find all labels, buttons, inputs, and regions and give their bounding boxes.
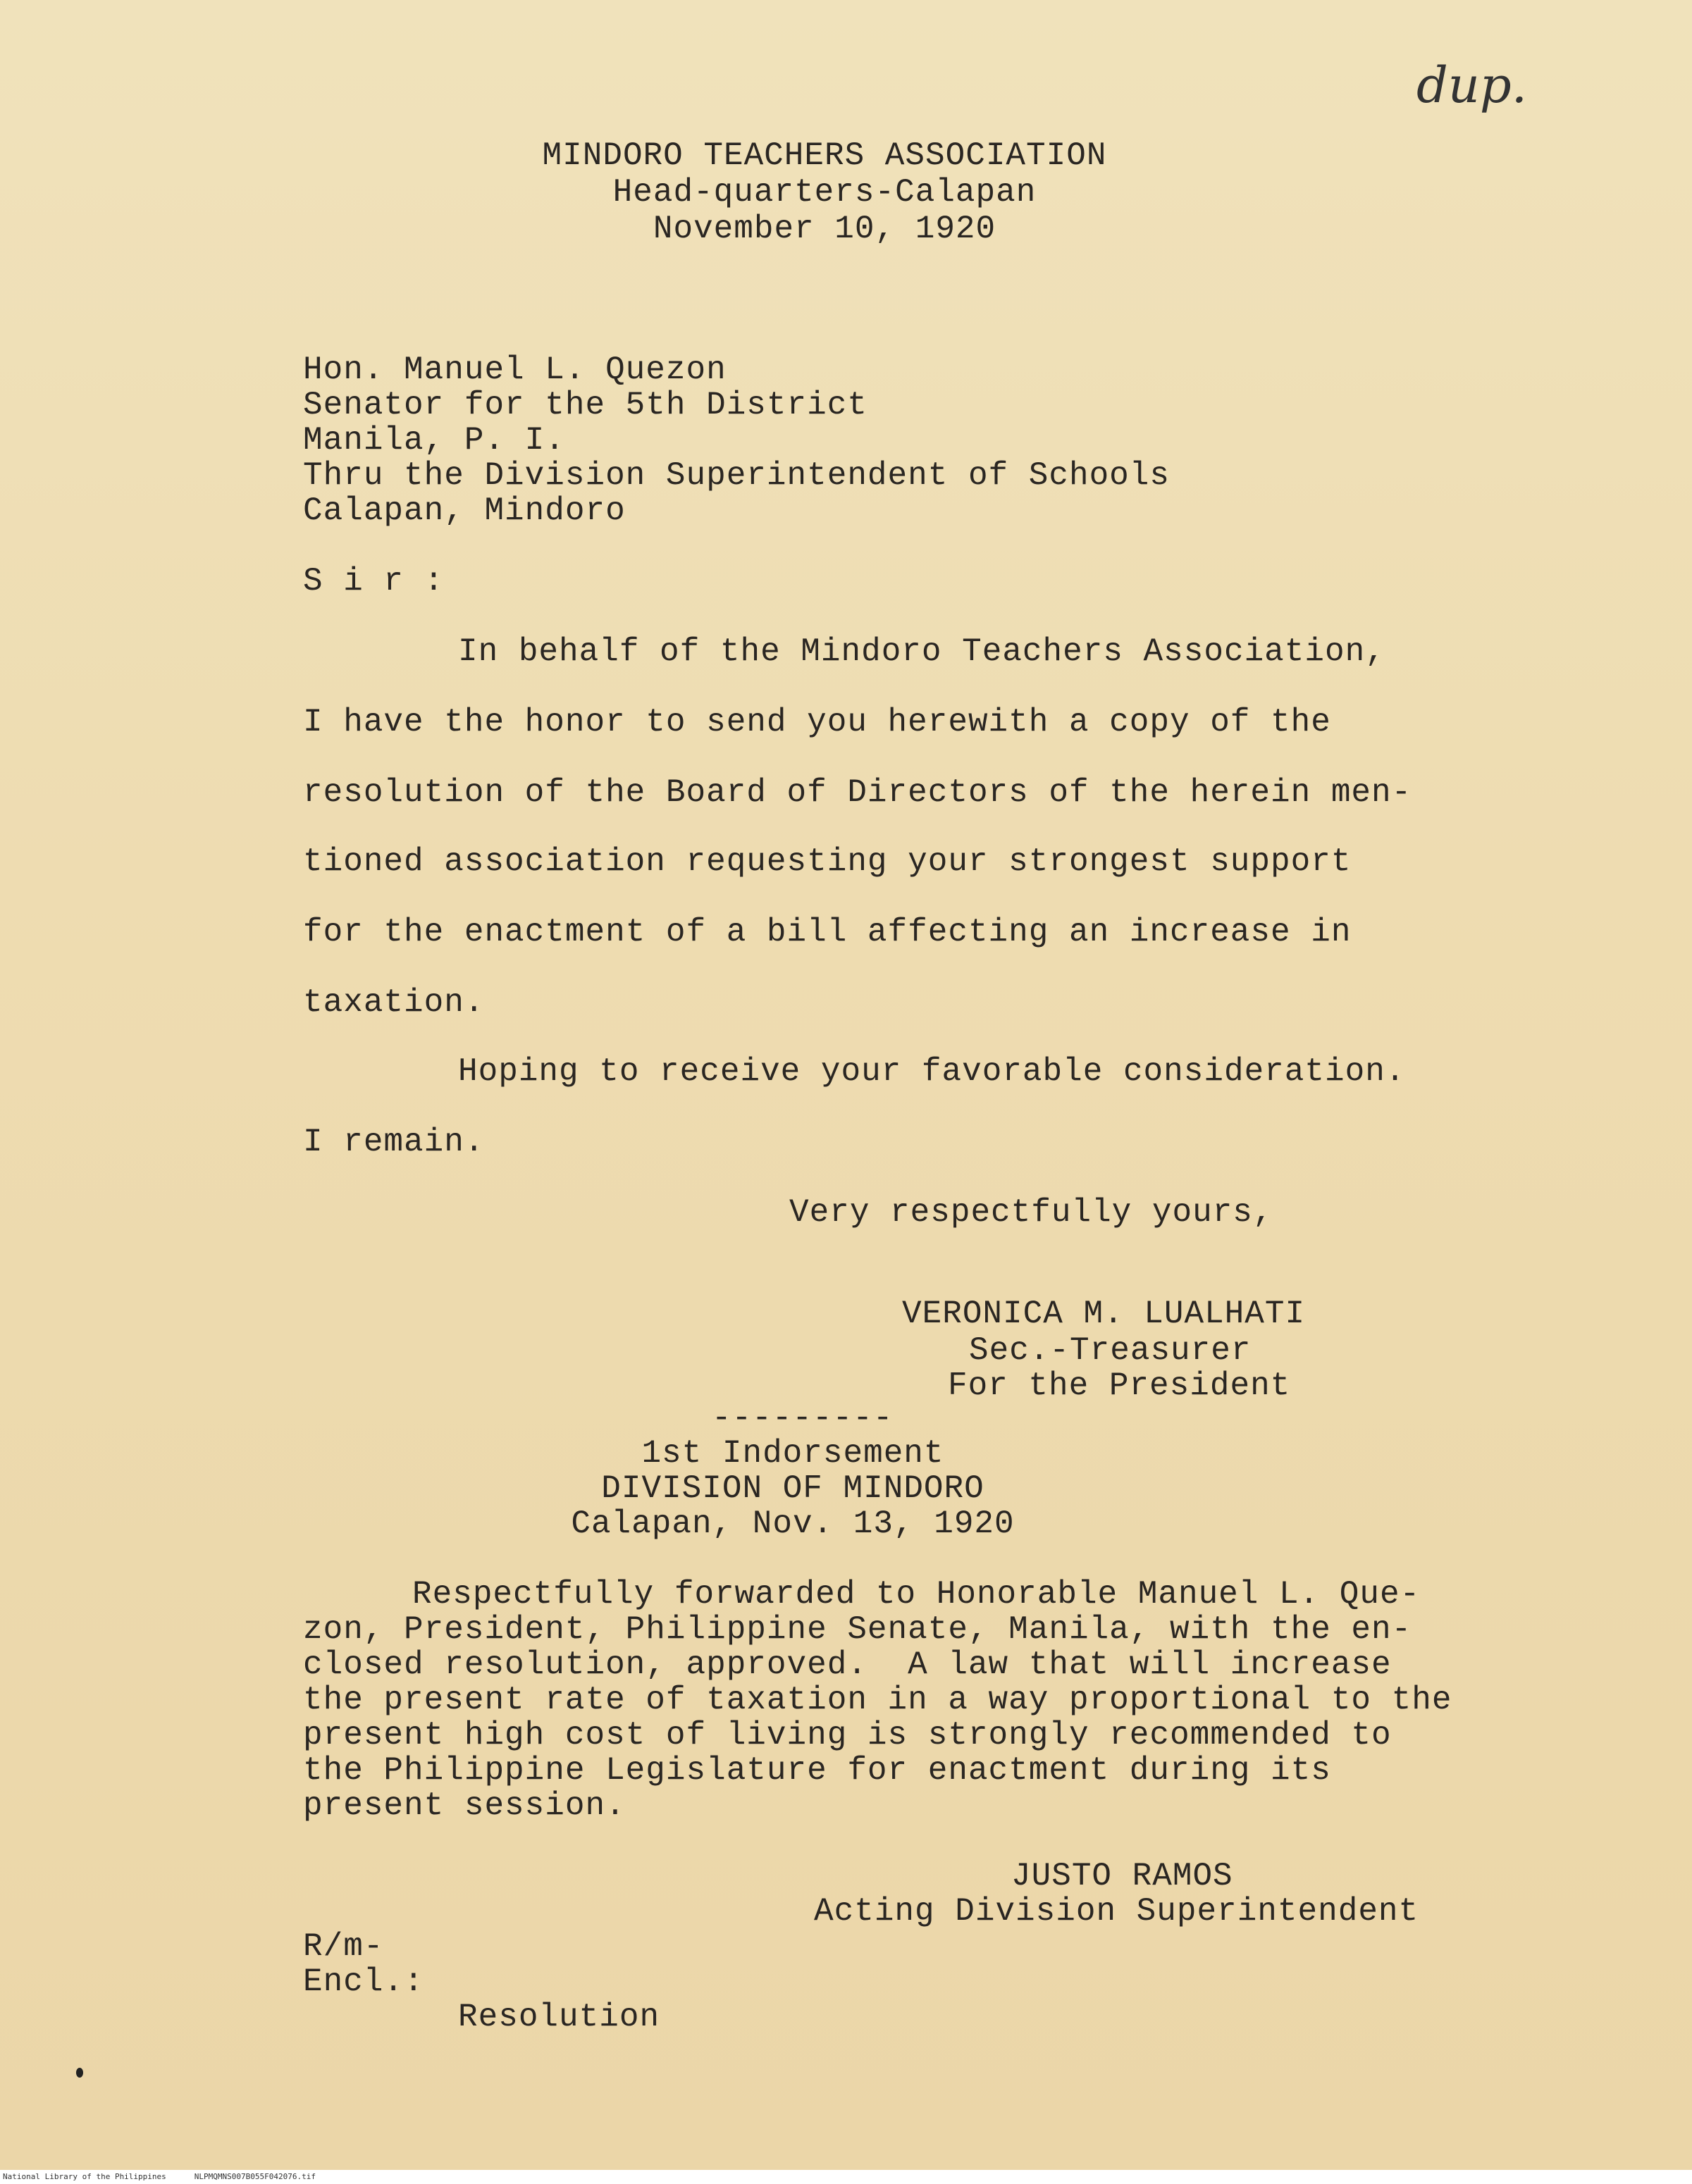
indorsement-line-3: closed resolution, approved. A law that will increase (303, 1646, 1392, 1683)
indorsement-signer-title: Acting Division Superintendent (814, 1893, 1419, 1930)
indorsement-line-4: the present rate of taxation in a way proportional to the (303, 1682, 1452, 1718)
ink-speck (76, 2068, 83, 2078)
indorsement-date: Calapan, Nov. 13, 1920 (571, 1506, 1015, 1542)
enclosure-label: Encl.: (303, 1963, 424, 2000)
salutation: S i r : (303, 563, 445, 600)
indorsement-line-2: zon, President, Philippine Senate, Manila, with the en- (303, 1611, 1412, 1648)
address-line-1: Hon. Manuel L. Quezon (303, 352, 727, 388)
closing: Very respectfully yours, (789, 1194, 1273, 1231)
handwritten-note: dup. (1416, 56, 1527, 114)
signature-title: Sec.-Treasurer (969, 1332, 1252, 1369)
scan-footer (0, 2170, 1692, 2184)
body-line-5: for the enactment of a bill affecting an increase in (303, 914, 1352, 950)
signature-name: VERONICA M. LUALHATI (902, 1296, 1306, 1332)
body-line-3: resolution of the Board of Directors of the herein men- (303, 774, 1412, 811)
indorsement-division: DIVISION OF MINDORO (601, 1470, 984, 1507)
initials: R/m- (303, 1928, 384, 1965)
address-line-4: Thru the Division Superintendent of Schools (303, 457, 1170, 494)
indorsement-title: 1st Indorsement (641, 1435, 944, 1472)
footer-library: National Library of the Philippines (3, 2172, 166, 2181)
footer-filename: NLPMQMNS007B055F042076.tif (194, 2172, 316, 2181)
header-org: MINDORO TEACHERS ASSOCIATION (542, 137, 1107, 174)
header-date: November 10, 1920 (653, 211, 996, 247)
indorsement-line-6: the Philippine Legislature for enactment during its (303, 1752, 1331, 1789)
indorsement-signer: JUSTO RAMOS (1011, 1858, 1233, 1894)
body-line-7: Hoping to receive your favorable consideration. (458, 1053, 1406, 1090)
address-line-3: Manila, P. I. (303, 422, 565, 459)
indorsement-line-7: present session. (303, 1787, 626, 1824)
address-line-2: Senator for the 5th District (303, 387, 867, 423)
body-line-1: In behalf of the Mindoro Teachers Association, (458, 633, 1385, 670)
body-line-8: I remain. (303, 1124, 485, 1160)
signature-role: For the President (948, 1367, 1291, 1404)
header-hq: Head-quarters-Calapan (612, 174, 1037, 211)
address-line-5: Calapan, Mindoro (303, 492, 626, 529)
body-line-2: I have the honor to send you herewith a copy of the (303, 704, 1331, 740)
enclosure-item: Resolution (458, 1999, 660, 2035)
body-line-6: taxation. (303, 984, 485, 1021)
separator: --------- (712, 1400, 894, 1437)
indorsement-line-5: present high cost of living is strongly recommended to (303, 1717, 1392, 1754)
body-line-4: tioned association requesting your strongest support (303, 843, 1352, 880)
indorsement-line-1: Respectfully forwarded to Honorable Manuel L. Que- (412, 1576, 1421, 1613)
